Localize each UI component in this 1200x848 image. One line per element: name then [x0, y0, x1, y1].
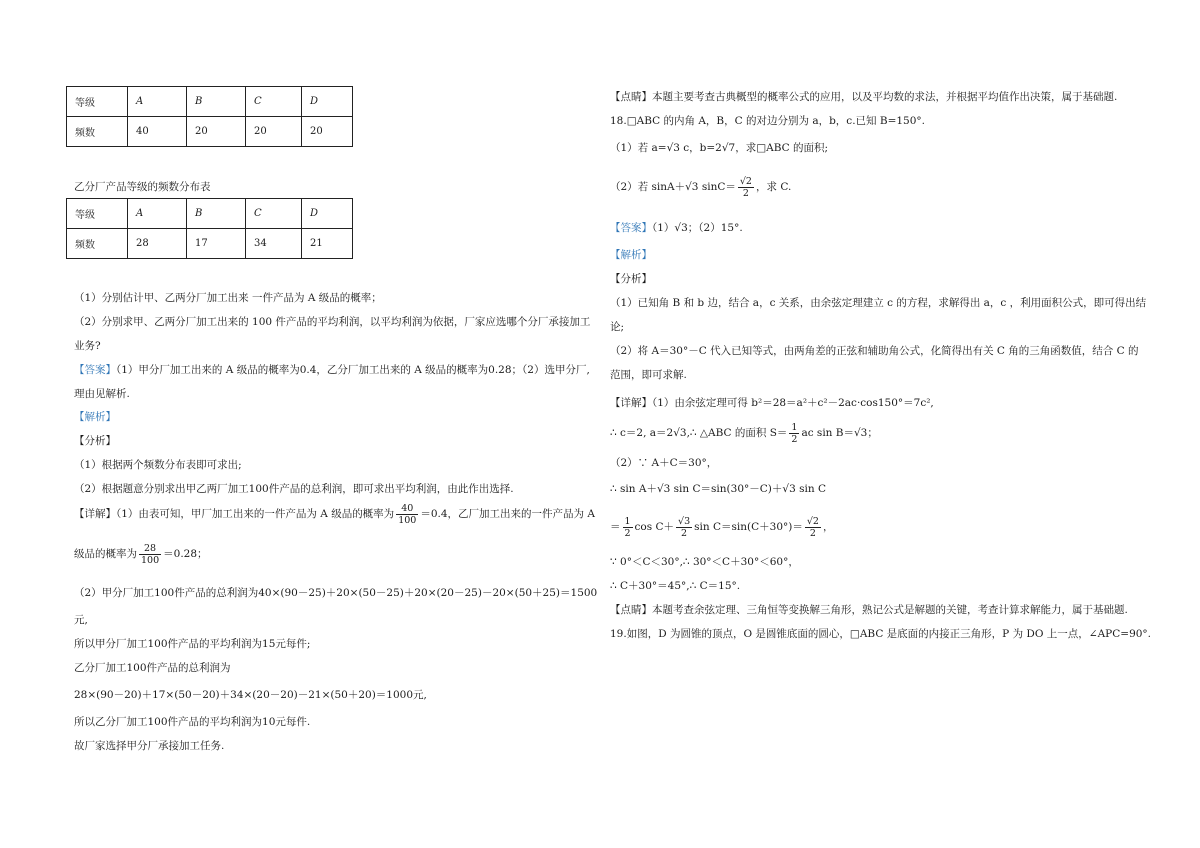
detail-line-6: ∴ C＋30°＝45°,∴ C＝15°.: [610, 580, 741, 592]
table-cell: 等级: [67, 199, 128, 229]
fraction-num: 40: [396, 503, 418, 515]
area-text-post: ac sin B＝√3；: [801, 427, 878, 439]
table-cell: 40: [128, 117, 187, 147]
analysis-tag: 【解析】: [74, 411, 116, 423]
fraction-den: 2: [809, 527, 816, 539]
fenxi-line-2: （2）根据题意分别求出甲乙两厂加工100件产品的总利润，即可求出平均利润，由此作出选择.: [74, 483, 514, 495]
table-row: [67, 199, 353, 229]
answer-text: （1）甲分厂加工出来的 A 级品的概率为0.4，乙分厂加工出来的 A 级品的概率为0.28；（2）选甲分厂,: [116, 364, 590, 376]
fenxi-line-1: （1）已知角 B 和 b 边，结合 a，c 关系，由余弦定理建立 c 的方程，求解得出 a，c ，利用面积公式，即可得出结: [610, 297, 1147, 309]
fraction: [396, 503, 418, 526]
yi-total-equation: 28×(90－20)＋17×(50－20)＋34×(20－20)－21×(50＋20)＝1000元,: [74, 689, 427, 701]
table-cell: C: [246, 199, 302, 229]
fraction: [789, 422, 799, 445]
question-2: （2）分别求甲、乙两分厂加工出来的 100 件产品的平均利润，以平均利润为依据，厂家应选哪个分厂承接加工: [74, 316, 591, 328]
answer-tag: 【答案】: [74, 364, 116, 376]
area-line: [610, 418, 878, 448]
table-cell: B: [187, 199, 246, 229]
fraction: [676, 516, 692, 539]
jia-average: 所以甲分厂加工100件产品的平均利润为15元每件;: [74, 638, 311, 650]
fraction-den: 2: [681, 527, 688, 539]
table-cell: 28: [128, 229, 187, 259]
fraction-den: 100: [141, 554, 160, 566]
q2-text-post: ，求 C.: [755, 181, 792, 193]
detail-line-5: ∵ 0°＜C＜30°,∴ 30°＜C＋30°＜60°，: [610, 556, 799, 568]
table-cell: C: [246, 87, 302, 117]
dianjing-line: 【点睛】本题主要考查古典概型的概率公式的应用，以及平均数的求法，并根据平均值作出决策，属于基础题.: [610, 91, 1118, 103]
grade-text-post: ＝0.28；: [163, 548, 208, 560]
eq-text-post: sin C＝sin(C＋30°)＝: [694, 521, 803, 533]
fraction-num: √2: [806, 515, 819, 527]
table-caption: 乙分厂产品等级的频数分布表: [74, 181, 211, 193]
fraction-num: 1: [791, 421, 798, 433]
dianjing-line-2: 【点睛】本题考查余弦定理、三角恒等变换解三角形，熟记公式是解题的关键，考查计算求解能力，属于基础题.: [610, 604, 1128, 616]
fraction-num: √2: [739, 175, 752, 187]
table-cell: 等级: [67, 87, 128, 117]
question-19: 19.如图，D 为圆锥的顶点，O 是圆锥底面的圆心，□ABC 是底面的内接正三角形，P 为 DO 上一点，∠APC=90°.: [610, 628, 1152, 640]
fraction-num: √3: [678, 515, 691, 527]
detail-text-post: ＝0.4，乙厂加工出来的一件产品为 A: [420, 508, 595, 520]
table-cell: B: [187, 87, 246, 117]
table-cell: A: [128, 87, 187, 117]
table-cell: 21: [302, 229, 353, 259]
answer-line: [610, 221, 743, 235]
profit-line: （2）甲分厂加工100件产品的总利润为40×(90－25)＋20×(50－25)＋20×(20－25)－20×(50＋25)＝1500: [74, 587, 598, 599]
fraction-num: 28: [139, 543, 161, 555]
fraction: [738, 176, 754, 199]
question-18-part-2: [610, 172, 791, 202]
detail-line-1: 【详解】（1）由余弦定理可得 b²＝28＝a²＋c²－2ac·cos150°＝7c²,: [610, 397, 934, 409]
table-row: [67, 117, 353, 147]
answer-line: [74, 363, 590, 377]
answer-cont: 理由见解析.: [74, 388, 130, 400]
question-18-part-1: （1）若 a=√3 c，b=2√7，求□ABC 的面积;: [610, 142, 829, 154]
question-1: （1）分别估计甲、乙两分厂加工出来 一件产品为 A 级品的概率；: [74, 292, 382, 304]
answer-text: （1）√3；（2）15°.: [652, 222, 743, 234]
table-row: [67, 87, 353, 117]
fenxi-line-2: （2）将 A＝30°－C 代入已知等式，由两角差的正弦和辅助角公式，化简得出有关 C 角的三角函数值，结合 C 的: [610, 345, 1139, 357]
table-cell: D: [302, 199, 353, 229]
fraction: [623, 516, 633, 539]
detail-line-1: [74, 500, 595, 528]
answer-tag: 【答案】: [610, 222, 652, 234]
table-cell: A: [128, 199, 187, 229]
table-row: [67, 229, 353, 259]
fraction-den: 2: [624, 527, 631, 539]
table-cell: 20: [246, 117, 302, 147]
analysis-tag: 【解析】: [610, 249, 652, 261]
table-cell: D: [302, 87, 353, 117]
fenxi-tag: 【分析】: [610, 273, 652, 285]
table-cell: 频数: [67, 117, 128, 147]
yi-total-label: 乙分厂加工100件产品的总利润为: [74, 662, 231, 674]
fraction-den: 100: [398, 514, 417, 526]
fenxi-line-1-cont: 论;: [610, 321, 625, 333]
eq-text: cos C＋: [634, 521, 675, 533]
table-cell: 34: [246, 229, 302, 259]
grade-text: 级品的概率为: [74, 548, 137, 560]
question-18: 18.□ABC 的内角 A，B，C 的对边分别为 a，b，c.已知 B=150°.: [610, 115, 926, 127]
table-cell: 20: [187, 117, 246, 147]
table-yi-frequency: [66, 198, 353, 259]
table-jia-frequency: [66, 86, 353, 147]
conclusion: 故厂家选择甲分厂承接加工任务.: [74, 740, 225, 752]
profit-unit: 元,: [74, 614, 88, 626]
detail-text: （1）由表可知，甲厂加工出来的一件产品为 A 级品的概率为: [116, 508, 395, 520]
yi-average: 所以乙分厂加工100件产品的平均利润为10元每件.: [74, 716, 311, 728]
fraction-den: 2: [742, 187, 749, 199]
fraction: [805, 516, 821, 539]
fenxi-line-1: （1）根据两个频数分布表即可求出;: [74, 459, 242, 471]
fenxi-line-2-cont: 范围，即可求解.: [610, 369, 687, 381]
q2-text: （2）若 sinA＋√3 sinC＝: [610, 181, 736, 193]
fraction: [139, 543, 161, 566]
detail-line-2: [74, 540, 208, 568]
question-2-cont: 业务?: [74, 340, 101, 352]
eq-tail: ，: [822, 521, 834, 533]
detail-tag: 【详解】: [74, 508, 116, 520]
table-cell: 17: [187, 229, 246, 259]
area-text: ∴ c＝2, a＝2√3,∴ △ABC 的面积 S＝: [610, 427, 788, 439]
detail-line-4: ＝ $\frac{1}{2}$ cos C＋ $\frac{√3}{2}$ sin C＝sin(C＋30°)＝ $\frac{√2}{2}$ ，: [610, 515, 834, 539]
fenxi-tag: 【分析】: [74, 435, 116, 447]
table-cell: 频数: [67, 229, 128, 259]
fraction-num: 1: [624, 515, 631, 527]
fraction-den: 2: [791, 433, 798, 445]
detail-line-2: （2）∵ A＋C＝30°，: [610, 457, 718, 469]
detail-line-3: ∴ sin A＋√3 sin C＝sin(30°－C)＋√3 sin C: [610, 483, 826, 495]
table-cell: 20: [302, 117, 353, 147]
